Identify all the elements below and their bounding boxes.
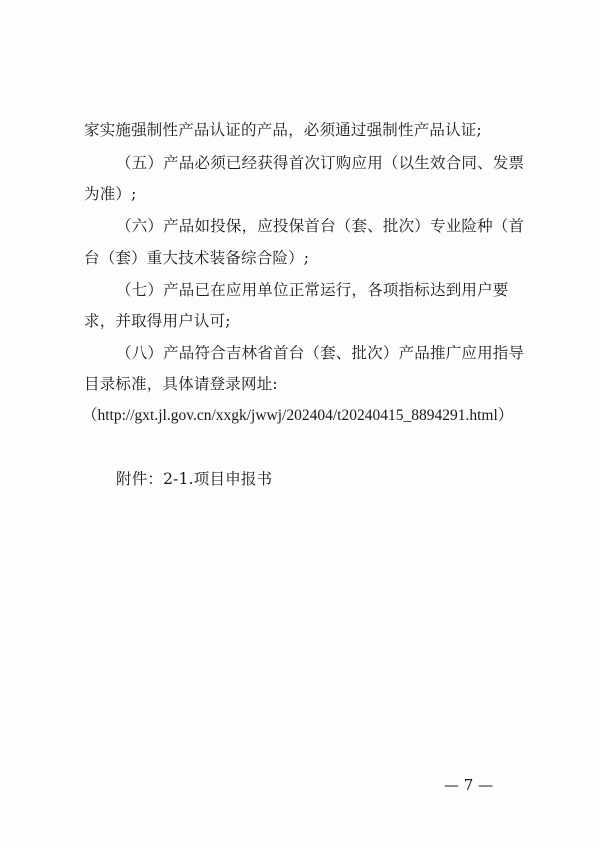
text-line-1: 家实施强制性产品认证的产品，必须通过强制性产品认证; bbox=[84, 121, 482, 139]
text-line-6: （七）产品已在应用单位正常运行，各项指标达到用户要 bbox=[116, 281, 509, 299]
text-line-4: （六）产品如投保，应投保首台（套、批次）专业险种（首 bbox=[116, 217, 525, 235]
text-line-9: 目录标准，具体请登录网址: bbox=[84, 375, 278, 393]
attachment-line: 附件：2-1.项目申报书 bbox=[116, 470, 273, 488]
url-line: （http://gxt.jl.gov.cn/xxgk/jwwj/202404/t20240415_8894291.html） bbox=[82, 407, 514, 424]
text-line-2: （五）产品必须已经获得首次订购应用（以生效合同、发票 bbox=[116, 154, 525, 172]
page-number: — 7 — bbox=[444, 776, 494, 794]
text-line-3: 为准）; bbox=[84, 185, 137, 203]
text-line-7: 求，并取得用户认可; bbox=[84, 312, 231, 330]
text-line-8: （八）产品符合吉林省首台（套、批次）产品推广应用指导 bbox=[116, 344, 525, 362]
text-line-5: 台（套）重大技术装备综合险）; bbox=[84, 249, 310, 267]
